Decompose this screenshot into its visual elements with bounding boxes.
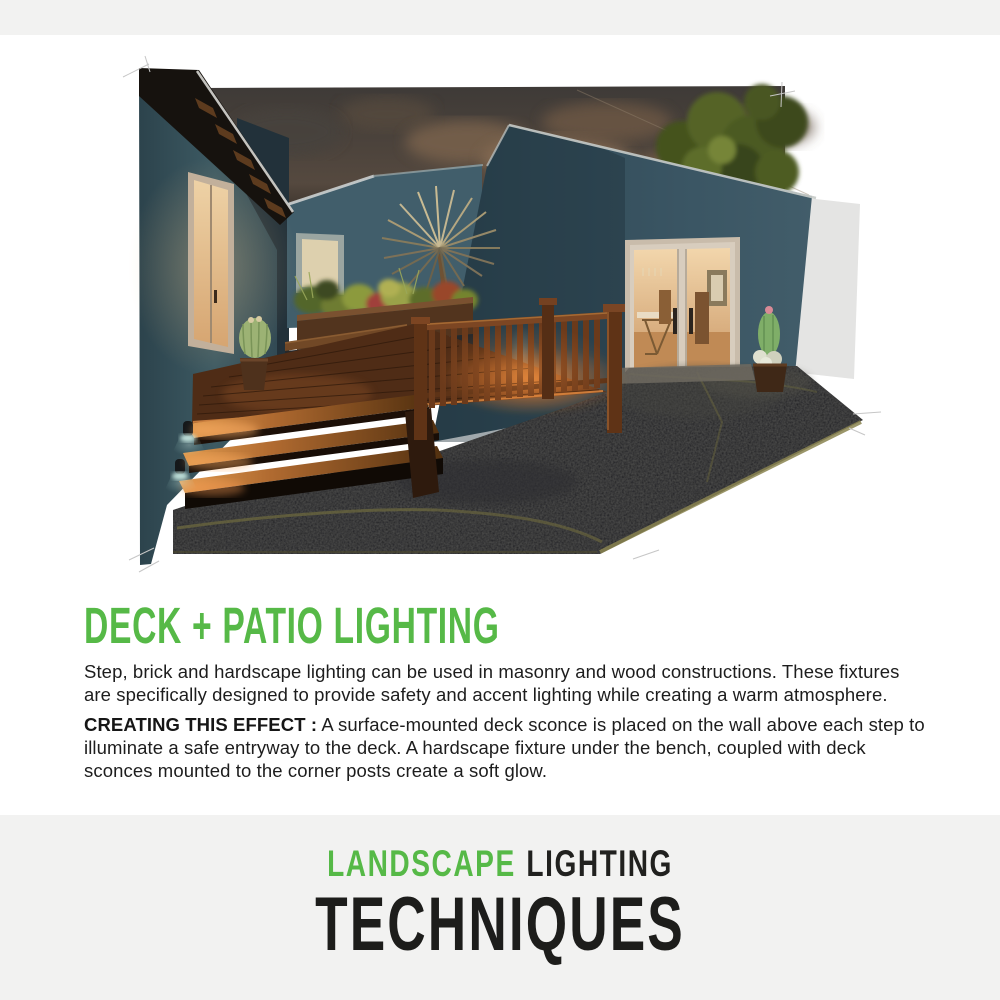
chair <box>659 290 671 324</box>
brand-title: TECHNIQUES <box>315 882 685 967</box>
cactus-bloom <box>765 306 773 314</box>
footer-brand <box>0 815 1000 1000</box>
effect-label: CREATING THIS EFFECT : <box>84 714 318 735</box>
deck-patio-render <box>137 62 865 570</box>
door-handle <box>689 308 693 334</box>
effect-text: A surface-mounted deck sconce is placed on the wall above each step to illuminate a safe entryway to the deck. A hardscape fixture under the bench, coupled with deck sconces mounted to the corner posts create a soft glow. <box>84 714 925 781</box>
section-title: DECK + PATIO LIGHTING <box>84 597 500 654</box>
door-handle <box>214 290 217 303</box>
top-bar <box>0 0 1000 35</box>
railing-glow <box>437 324 613 416</box>
door-handle <box>673 308 677 334</box>
cactus-pot <box>240 358 268 390</box>
description-section <box>84 597 934 781</box>
brand-landscape: LANDSCAPE <box>327 843 516 884</box>
chair <box>695 292 709 344</box>
brand-line <box>120 845 880 883</box>
cactus-pot <box>753 364 787 392</box>
brand-lighting: LIGHTING <box>526 843 673 884</box>
effect-paragraph <box>84 713 934 782</box>
french-doors <box>625 237 740 377</box>
render-illustration <box>137 62 865 570</box>
intro-paragraph: Step, brick and hardscape lighting can be used in masonry and wood constructions. These fixtures are specifically designed to provide safety and accent lighting while creating a warm atmosphere. <box>84 661 900 705</box>
left-window <box>188 172 234 354</box>
